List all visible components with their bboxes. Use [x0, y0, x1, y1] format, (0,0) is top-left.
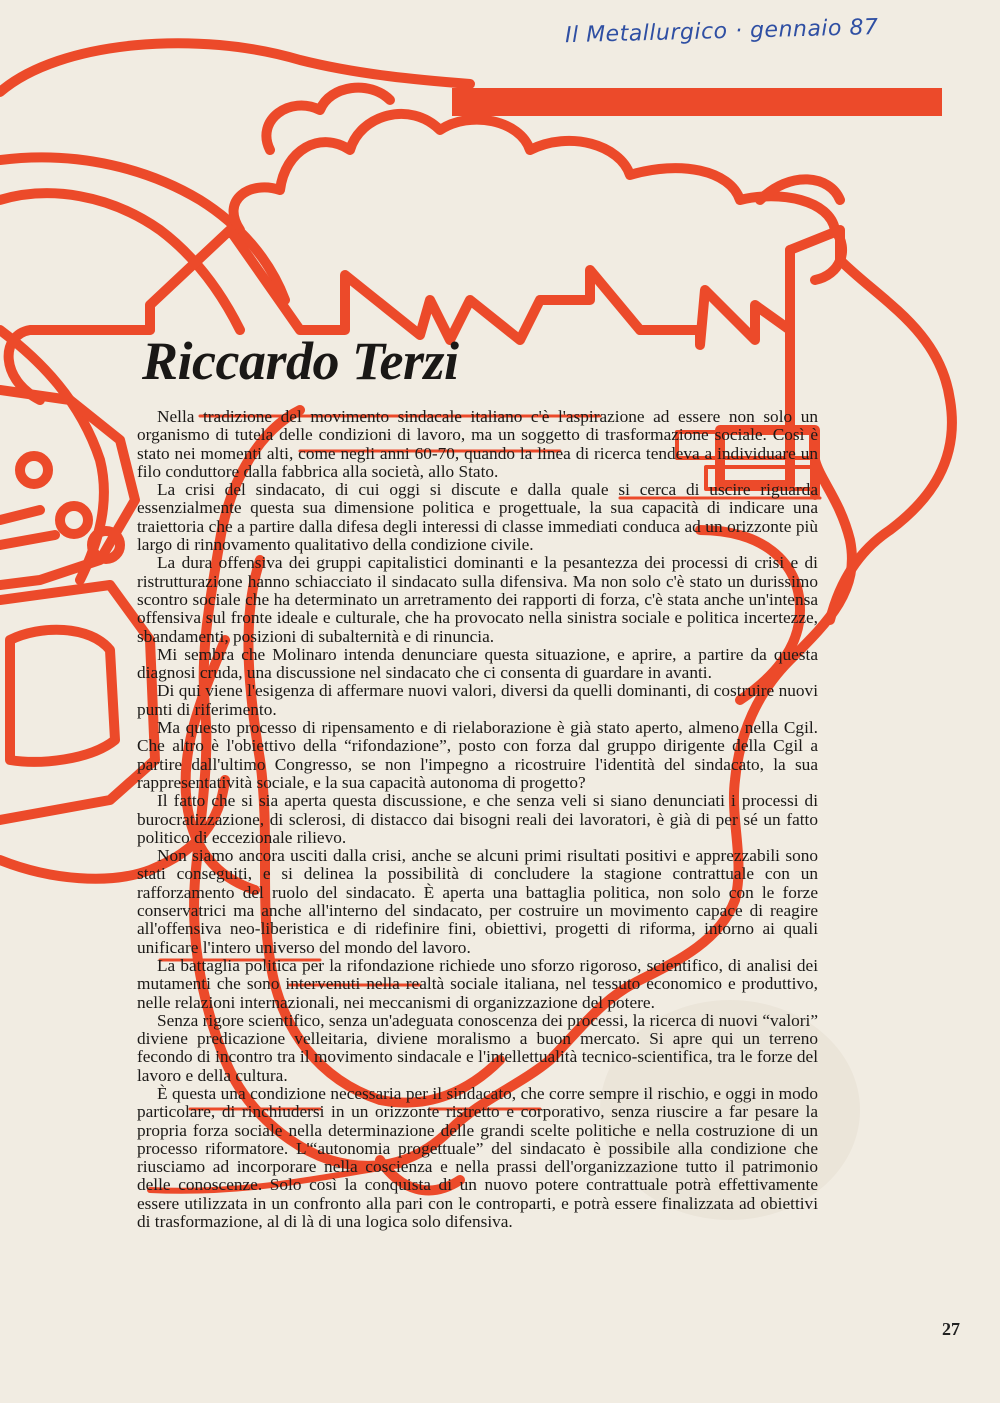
- paragraph: Mi sembra che Molinaro intenda denunciare questa situazione, e aprire, a partire da questa diagnosi cruda, una discussione nel sindacato che ci consenta di guardare in avanti.: [137, 644, 818, 683]
- top-red-band: [452, 88, 942, 116]
- factory-right-wall: [830, 260, 952, 620]
- outer-swoosh-top: [0, 43, 470, 92]
- smoke-puff-b: [760, 179, 840, 200]
- outer-swoosh-mid: [0, 157, 285, 300]
- paragraph: È questa una condizione necessaria per il sindacato, che corre sempre il rischio, e oggi in modo particolare, di rinchiudersi in un orizzonte ristretto e corporativo, senza riuscire a far pesare la propria forza sociale nella determinazione delle grandi scelte politiche e nella costruzione di un processo riformatore. L'“autonomia progettuale” del sindacato è possibile alla condizione che riusciamo ad incorporare nella coscienza e nella prassi dell'organizzazione tutto il patrimonio delle conoscenze. Solo così la conquista di un nuovo potere contrattuale potrà effettivamente essere utilizzata in un confronto alla pari con le controparti, e potrà essere finalizzata ad obiettivi di trasformazione, al di là di una logica solo difensiva.: [137, 1083, 818, 1232]
- machine-top: [0, 390, 135, 585]
- machine-stripe: [0, 510, 55, 545]
- paragraph: Di qui viene l'esigenza di affermare nuovi valori, diversi da quelli dominanti, di costruire nuovi punti di riferimento.: [137, 681, 818, 719]
- factory-left-wall: [9, 330, 150, 400]
- machine-knob-1: [20, 456, 48, 484]
- paragraph: Ma questo processo di ripensamento e di rielaborazione è già stato aperto, almeno nella Cgil. Che altro è l'obiettivo della “rifondazione”, posto con forza dal gruppo dirigente della Cgil a partire dall'ultimo Congresso, se non l'impegno a ricostruire l'identità del sindacato, la sua rappresentatività sociale, e la sua capacità autonoma di progetto?: [137, 718, 818, 792]
- smoke-puff-a: [266, 88, 390, 150]
- factory-roof: [150, 230, 840, 345]
- tv-set: [0, 585, 155, 820]
- article-body: [137, 408, 818, 1231]
- paragraph: La dura offensiva dei gruppi capitalistici dominanti e la pesantezza dei processi di crisi e di ristrutturazione hanno schiacciato il sindacato sulla difensiva. Ma non solo c'è stato un durissimo scontro sociale che ha determinato un arretramento dei rapporti di forza, c'è stata anche un'intensa offensiva sul fronte ideale e culturale, che ha provocato nella sinistra sociale e politica incertezze, sbandamenti, posizioni di subalternità e di rinuncia.: [137, 553, 818, 646]
- paragraph: Nella tradizione del movimento sindacale italiano c'è l'aspirazione ad essere non solo un organismo di tutela delle condizioni di lavoro, ma un soggetto di trasformazione sociale. Così è stato nei momenti alti, come negli anni 60-70, quando la linea di ricerca tendeva a individuare un filo conduttore dalla fabbrica alla società, allo Stato.: [137, 407, 818, 481]
- arm-outline: [0, 330, 104, 580]
- paragraph: Non siamo ancora usciti dalla crisi, anche se alcuni primi risultati positivi e apprezzabili sono stati conseguiti, e si delinea la possibilità di concludere la stagione contrattuale con un rafforzamento del ruolo del sindacato. È aperta una battaglia politica, non solo con le forze conservatrici ma anche all'interno del sindacato, per costruire un movimento capace di reagire all'offensiva neo-liberistica e di ridefinire fini, obiettivi, progetti di riforma, intorno ai quali unificare l'intero universo del mondo del lavoro.: [137, 846, 818, 957]
- paragraph: La crisi del sindacato, di cui oggi si discute e dalla quale si cerca di uscire riguarda essenzialmente questa sua dimensione politica e progettuale, la sua capacità di indicare una traiettoria che a partire dalla difesa degli interessi di classe immediati conduca ad un orizzonte più largo di rinnovamento qualitativo della condizione civile.: [137, 480, 818, 555]
- paragraph: La battaglia politica per la rifondazione richiede uno sforzo rigoroso, scientifico, di analisi dei mutamenti che sono intervenuti nella realtà sociale italiana, nel tessuto economico e produttivo, nelle relazioni internazionali, nei meccanismi di organizzazione del potere.: [137, 955, 818, 1012]
- tv-screen: [10, 630, 115, 762]
- page-number: 27: [942, 1319, 960, 1339]
- machine-knob-3: [92, 531, 120, 559]
- paragraph: Senza rigore scientifico, senza un'adeguata conoscenza dei processi, la ricerca di nuovi “valori” diviene predicazione velleitaria, diviene moralismo a buon mercato. Si apre qui un terreno fecondo di incontro tra il movimento sindacale e l'intellettualità tecnico-scientifica, tra le forze del lavoro e della cultura.: [137, 1010, 818, 1085]
- smoke-cloud: [234, 114, 843, 280]
- machine-knob-2: [60, 506, 88, 534]
- paragraph: Il fatto che si sia aperta questa discussione, e che senza veli si siano denunciati i processi di burocratizzazione, di sclerosi, di distacco dai bisogni reali dei lavoratori, è già di per sé un fatto politico di eccezionale rilievo.: [137, 791, 818, 847]
- handwritten-note: Il Metallurgico · gennaio 87: [564, 15, 879, 49]
- article-title: Riccardo Terzi: [142, 331, 459, 391]
- outer-swoosh-low: [0, 193, 240, 330]
